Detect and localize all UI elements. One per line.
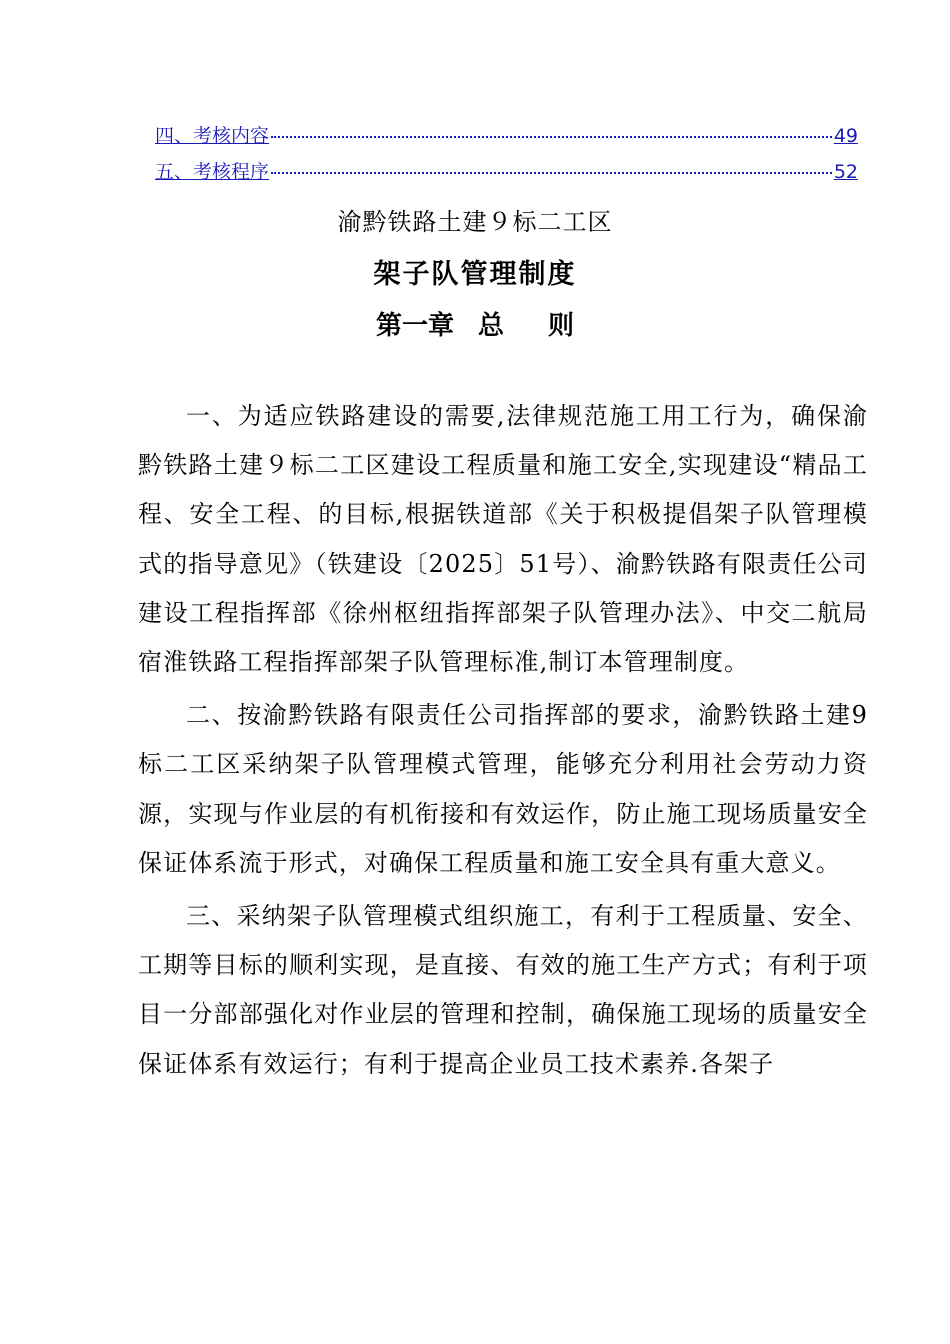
document-title: 架子队管理制度 — [373, 259, 577, 290]
table-of-contents — [155, 122, 858, 194]
toc-entry-page-number: 52 — [833, 161, 858, 183]
chapter-number: 第一章 — [375, 311, 454, 341]
toc-entry-assessment-procedure[interactable] — [155, 158, 858, 194]
chapter-title — [0, 305, 950, 342]
chapter-word-2: 则 — [548, 311, 575, 341]
toc-entry-assessment-content[interactable] — [155, 122, 858, 158]
toc-entry-label: 五、考核程序 — [155, 161, 270, 183]
body-text — [138, 392, 868, 1089]
paragraph-3: 三、采纳架子队管理模式组织施工，有利于工程质量、安全、工期等目标的顺利实现，是直接、有效的施工生产方式；有利于项目一分部部强化对作业层的管理和控制，确保施工现场的质量安全保证体系有效运行；有利于提高企业员工技术素养.各架子 — [138, 902, 868, 1078]
toc-dot-leader — [271, 136, 832, 138]
paragraph-2: 二、按渝黔铁路有限责任公司指挥部的要求，渝黔铁路土建9标二工区采纳架子队管理模式管理，能够充分利用社会劳动力资源，实现与作业层的有机衔接和有效运作，防止施工现场质量安全保证体系流于形式，对确保工程质量和施工安全具有重大意义。 — [138, 701, 868, 877]
toc-entry-label: 四、考核内容 — [155, 125, 270, 147]
chapter-word-1: 总 — [477, 311, 504, 341]
organization-line: 渝黔铁路土建９标二工区 — [337, 208, 613, 236]
toc-dot-leader — [271, 172, 832, 174]
toc-entry-page-number: 49 — [833, 125, 858, 147]
paragraph-1: 一、为适应铁路建设的需要,法律规范施工用工行为，确保渝黔铁路土建９标二工区建设工程质量和施工安全,实现建设“精品工程、安全工程、的目标,根据铁道部《关于积极提倡架子队管理模式的指导意见》（铁建设〔2025〕51号）、渝黔铁路有限责任公司建设工程指挥部《徐州枢纽指挥部架子队管理办法》、中交二航局宿淮铁路工程指挥部架子队管理标准,制订本管理制度。 — [138, 402, 868, 677]
